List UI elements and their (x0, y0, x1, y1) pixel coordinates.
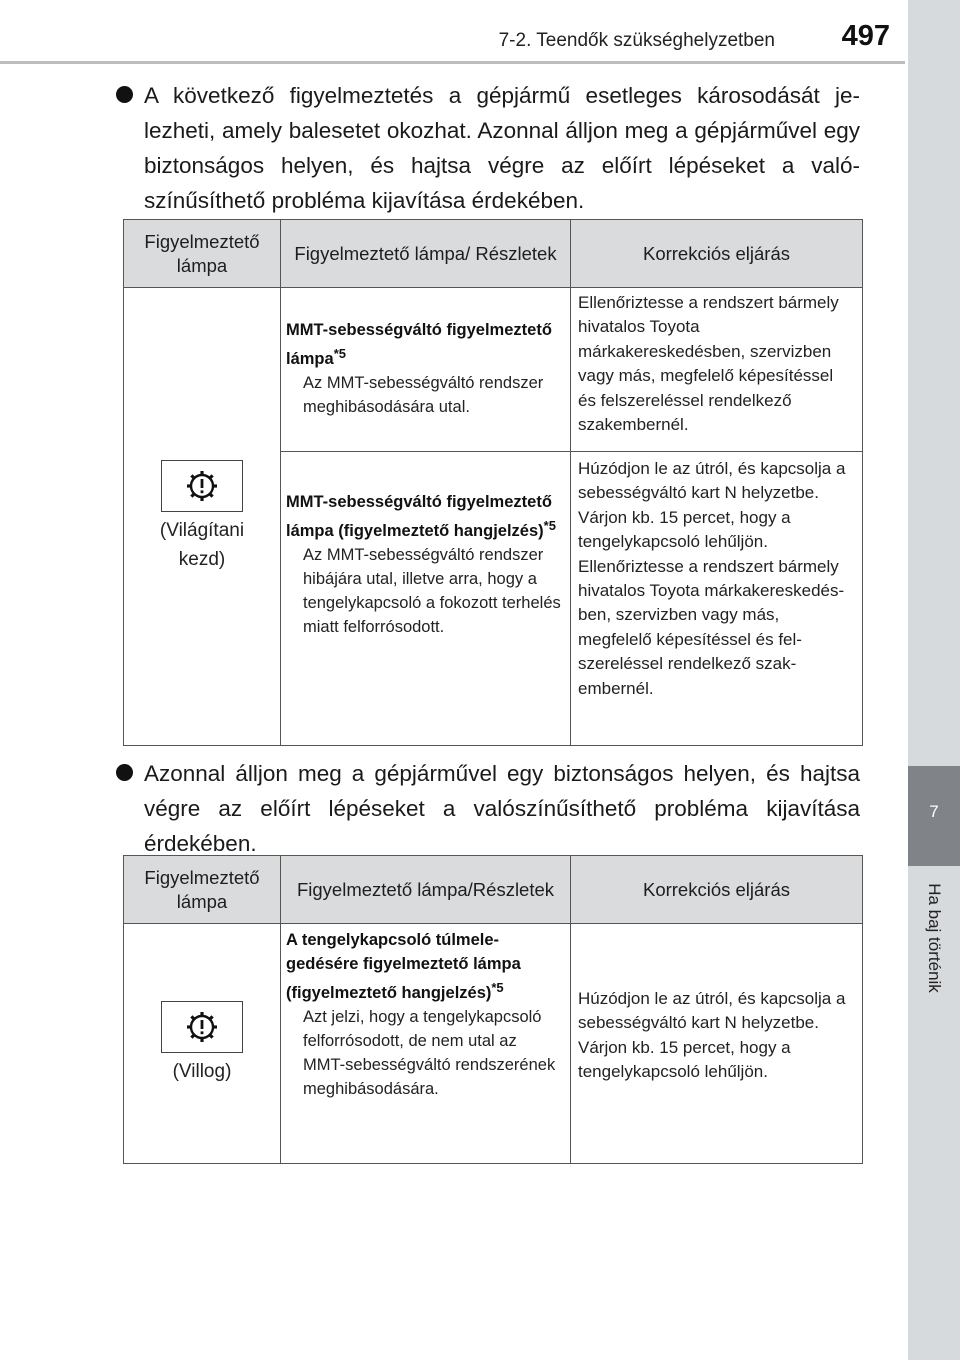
chapter-title: Ha baj történik (925, 883, 944, 993)
bullet-paragraph (120, 78, 860, 218)
lamp-cell (124, 924, 281, 1164)
details-cell (281, 924, 571, 1164)
correction-cell (571, 924, 863, 1164)
table-row (124, 288, 863, 452)
detail-title: MMT-sebességváltó figyelmeztető lámpa (286, 321, 552, 368)
table-header-row (124, 856, 863, 924)
lamp-state-label: (Villog) (172, 1061, 232, 1082)
correction-text: Húzódjon le az útról, és kapcsolja a sebességváltó kart N helyzetbe. Várjon kb. 15 percet, hogy a tengelykapcsoló lehűljön. (578, 988, 846, 1081)
detail-description: Az MMT-sebességváltó rendszer meghibásodására utal. (303, 374, 544, 416)
header-divider (0, 61, 905, 64)
detail-description: Az MMT-sebességváltó rendszer hibájára utal, illetve arra, hogy a tengelykapcsoló a fokozott terhelés miatt felforrósodott. (303, 546, 561, 636)
bullet-dot-icon (116, 86, 133, 103)
gear-exclamation-icon (161, 460, 243, 512)
footnote-marker: *5 (491, 980, 504, 995)
chapter-number: 7 (929, 802, 939, 821)
footnote-marker: *5 (543, 518, 556, 533)
correction-cell (571, 288, 863, 452)
bullet-text: Azonnal álljon meg a gépjárművel egy biztonságos helyen, és hajtsa végre az előírt lépéseket a valószínűsíthető probléma kijavítása érdekében. (144, 761, 860, 856)
correction-text: Ellenőriztesse a rendszert bármely hivatalos Toyota márkakereskedésben, szervizben vagy más, megfelelő képesítéssel és felszereléssel rendelkező szakembernél. (578, 293, 839, 435)
header-lamp: Figyelmeztető lámpa (124, 220, 281, 288)
bullet-text: A következő figyelmeztetés a gépjármű esetleges károsodását jelezheti, amely balesetet okozhat. Azonnal álljon meg a gépjárművel egy biztonságos helyen, és hajtsa végre az előírt lépéseket a valószínűsíthető probléma kijavítása érdekében. (144, 83, 860, 213)
detail-title: MMT-sebességváltó figyelmeztető lámpa (figyelmeztető hangjelzés) (286, 493, 552, 540)
warning-table (123, 219, 863, 746)
details-cell (281, 452, 571, 746)
header-correction: Korrekciós eljárás (571, 220, 863, 288)
details-cell (281, 288, 571, 452)
footnote-marker: *5 (333, 346, 346, 361)
correction-text: Húzódjon le az útról, és kapcsolja a sebességváltó kart N helyzetbe. Várjon kb. 15 percet, hogy a tengelykapcsoló lehűljön. Ellenőriztesse a rendszert bármely hivatalos Toyota márkakereskedésben, szervizben vagy más, megfelelő képesítéssel és felszereléssel rendelkező szakembernél. (578, 459, 846, 698)
bullet-dot-icon (116, 764, 133, 781)
detail-title: A tengelykapcsoló túlmelegedésére figyelmeztető lámpa (figyelmeztető hangjelzés) (286, 931, 521, 1002)
lamp-state-label: (Világítani kezd) (159, 519, 245, 570)
header-lamp: Figyelmeztető lámpa (124, 856, 281, 924)
detail-description: Azt jelzi, hogy a tengelykapcsoló felforrósodott, de nem utal az MMT-sebességváltó rendszerének meghibásodására. (303, 1008, 556, 1098)
table-row (124, 924, 863, 1164)
lamp-cell (124, 288, 281, 746)
header-details: Figyelmeztető lámpa/Részletek (281, 856, 571, 924)
warning-table (123, 855, 863, 1164)
page-number: 497 (841, 20, 890, 52)
header-correction: Korrekciós eljárás (571, 856, 863, 924)
correction-cell (571, 452, 863, 746)
header-details: Figyelmeztető lámpa/ Részletek (281, 220, 571, 288)
bullet-paragraph (120, 756, 860, 861)
gear-exclamation-icon (161, 1001, 243, 1053)
table-header-row (124, 220, 863, 288)
side-tab (908, 0, 960, 1360)
section-title: 7-2. Teendők szükséghelyzetben (498, 30, 775, 51)
